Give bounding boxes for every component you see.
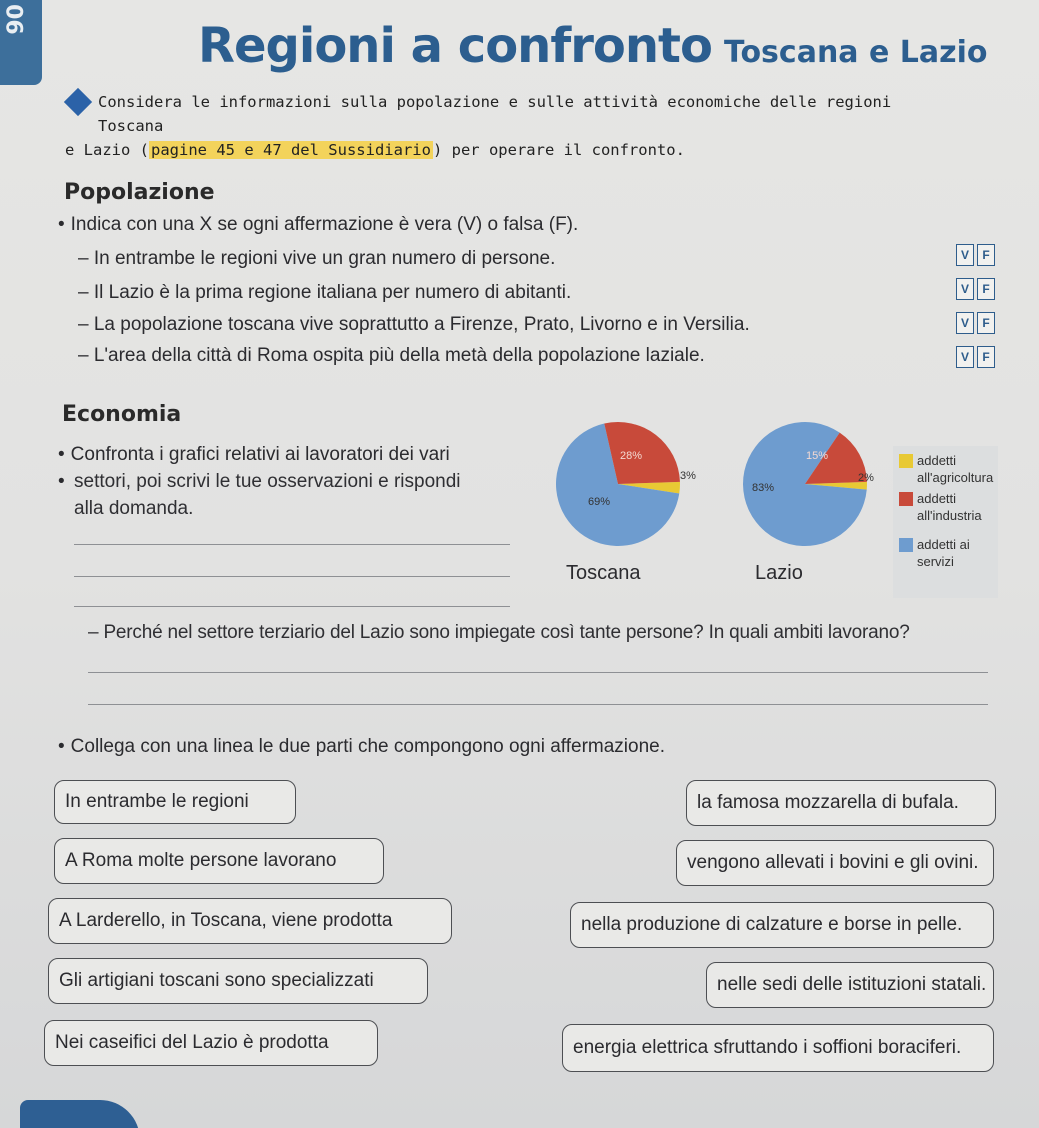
match-right-1[interactable]: la famosa mozzarella di bufala. — [686, 780, 996, 826]
answer-line[interactable] — [88, 704, 988, 705]
false-checkbox[interactable]: F — [977, 244, 995, 266]
pie-label-lazio-agri: 2% — [858, 472, 874, 484]
answer-line[interactable] — [74, 606, 510, 607]
intro-text-part: e Lazio ( — [65, 141, 149, 159]
intro-highlight: pagine 45 e 47 del Sussidiario — [151, 141, 431, 159]
match-left-3[interactable]: A Larderello, in Toscana, viene prodotta — [48, 898, 452, 944]
match-left-1[interactable]: In entrambe le regioni — [54, 780, 296, 824]
statement-2: – Il Lazio è la prima regione italiana per numero di abitanti. — [78, 282, 572, 303]
legend-swatch — [899, 492, 913, 506]
match-right-2[interactable]: vengono allevati i bovini e gli ovini. — [676, 840, 994, 886]
legend-label: addetti all'industria — [917, 491, 982, 523]
economia-question: – Perché nel settore terziario del Lazio sono impiegate così tante persone? In quali ambiti lavorano? — [88, 622, 910, 643]
page-title — [198, 18, 988, 74]
title-main: Regioni a confronto — [198, 18, 712, 74]
chart-legend — [893, 446, 998, 598]
pie-label-lazio-industry: 15% — [806, 450, 829, 462]
economia-instruction-line-3: alla domanda. — [74, 498, 194, 519]
pie-label-lazio-services: 83% — [752, 482, 775, 494]
statement-1: – In entrambe le regioni vive un gran numero di persone. — [78, 248, 556, 269]
false-checkbox[interactable]: F — [977, 312, 995, 334]
pie-charts — [510, 412, 890, 552]
statement-3: – La popolazione toscana vive soprattutto a Firenze, Prato, Livorno e in Versilia. — [78, 314, 750, 335]
true-checkbox[interactable]: V — [956, 244, 974, 266]
false-checkbox[interactable]: F — [977, 346, 995, 368]
popolazione-instruction: • Indica con una X se ogni affermazione è vera (V) o falsa (F). — [58, 214, 578, 236]
match-right-3[interactable]: nella produzione di calzature e borse in pelle. — [570, 902, 994, 948]
collega-instruction: • Collega con una linea le due parti che compongono ogni affermazione. — [58, 736, 665, 758]
section-title-economia: Economia — [62, 402, 182, 427]
true-checkbox[interactable]: V — [956, 312, 974, 334]
match-left-5[interactable]: Nei caseifici del Lazio è prodotta — [44, 1020, 378, 1066]
intro-line-2 — [65, 138, 958, 162]
intro-text — [65, 90, 958, 162]
pie-label-toscana-services: 69% — [588, 496, 611, 508]
true-checkbox[interactable]: V — [956, 346, 974, 368]
vf-boxes-4 — [956, 346, 995, 368]
bottom-decoration — [20, 1100, 140, 1128]
section-title-popolazione: Popolazione — [64, 180, 215, 205]
false-checkbox[interactable]: F — [977, 278, 995, 300]
statement-4: – L'area della città di Roma ospita più della metà della popolazione laziale. — [78, 345, 705, 366]
true-checkbox[interactable]: V — [956, 278, 974, 300]
legend-swatch — [899, 538, 913, 552]
pie-label-toscana-industry: 28% — [620, 450, 643, 462]
vf-boxes-1 — [956, 244, 995, 266]
match-right-4[interactable]: nelle sedi delle istituzioni statali. — [706, 962, 994, 1008]
intro-line-1: Considera le informazioni sulla popolazione e sulle attività economiche delle regioni Toscana — [98, 93, 892, 135]
intro-text-part: ) per operare il confronto. — [432, 141, 685, 159]
answer-line[interactable] — [74, 544, 510, 545]
legend-label: addetti ai servizi — [917, 537, 970, 569]
chart-title-lazio: Lazio — [755, 562, 803, 584]
legend-item-industry — [899, 490, 995, 524]
match-left-4[interactable]: Gli artigiani toscani sono specializzati — [48, 958, 428, 1004]
economia-instruction-line-1: • Confronta i grafici relativi ai lavoratori dei vari — [58, 444, 450, 466]
page-number-tab — [0, 0, 42, 85]
title-sub: Toscana e Lazio — [723, 35, 988, 70]
legend-label: addetti all'agricoltura — [917, 453, 994, 485]
legend-item-agriculture — [899, 452, 995, 486]
legend-swatch — [899, 454, 913, 468]
vf-boxes-3 — [956, 312, 995, 334]
legend-item-services — [899, 536, 995, 570]
answer-line[interactable] — [88, 672, 988, 673]
chart-title-toscana: Toscana — [566, 562, 641, 584]
match-left-2[interactable]: A Roma molte persone lavorano — [54, 838, 384, 884]
answer-line[interactable] — [74, 576, 510, 577]
match-right-5[interactable]: energia elettrica sfruttando i soffioni boraciferi. — [562, 1024, 994, 1072]
diamond-icon — [64, 88, 92, 116]
pie-label-toscana-agri: 3% — [680, 470, 696, 482]
page-number: 90 — [4, 4, 29, 35]
economia-instruction-line-2-text: settori, poi scrivi le tue osservazioni e rispondi — [74, 471, 461, 492]
vf-boxes-2 — [956, 278, 995, 300]
